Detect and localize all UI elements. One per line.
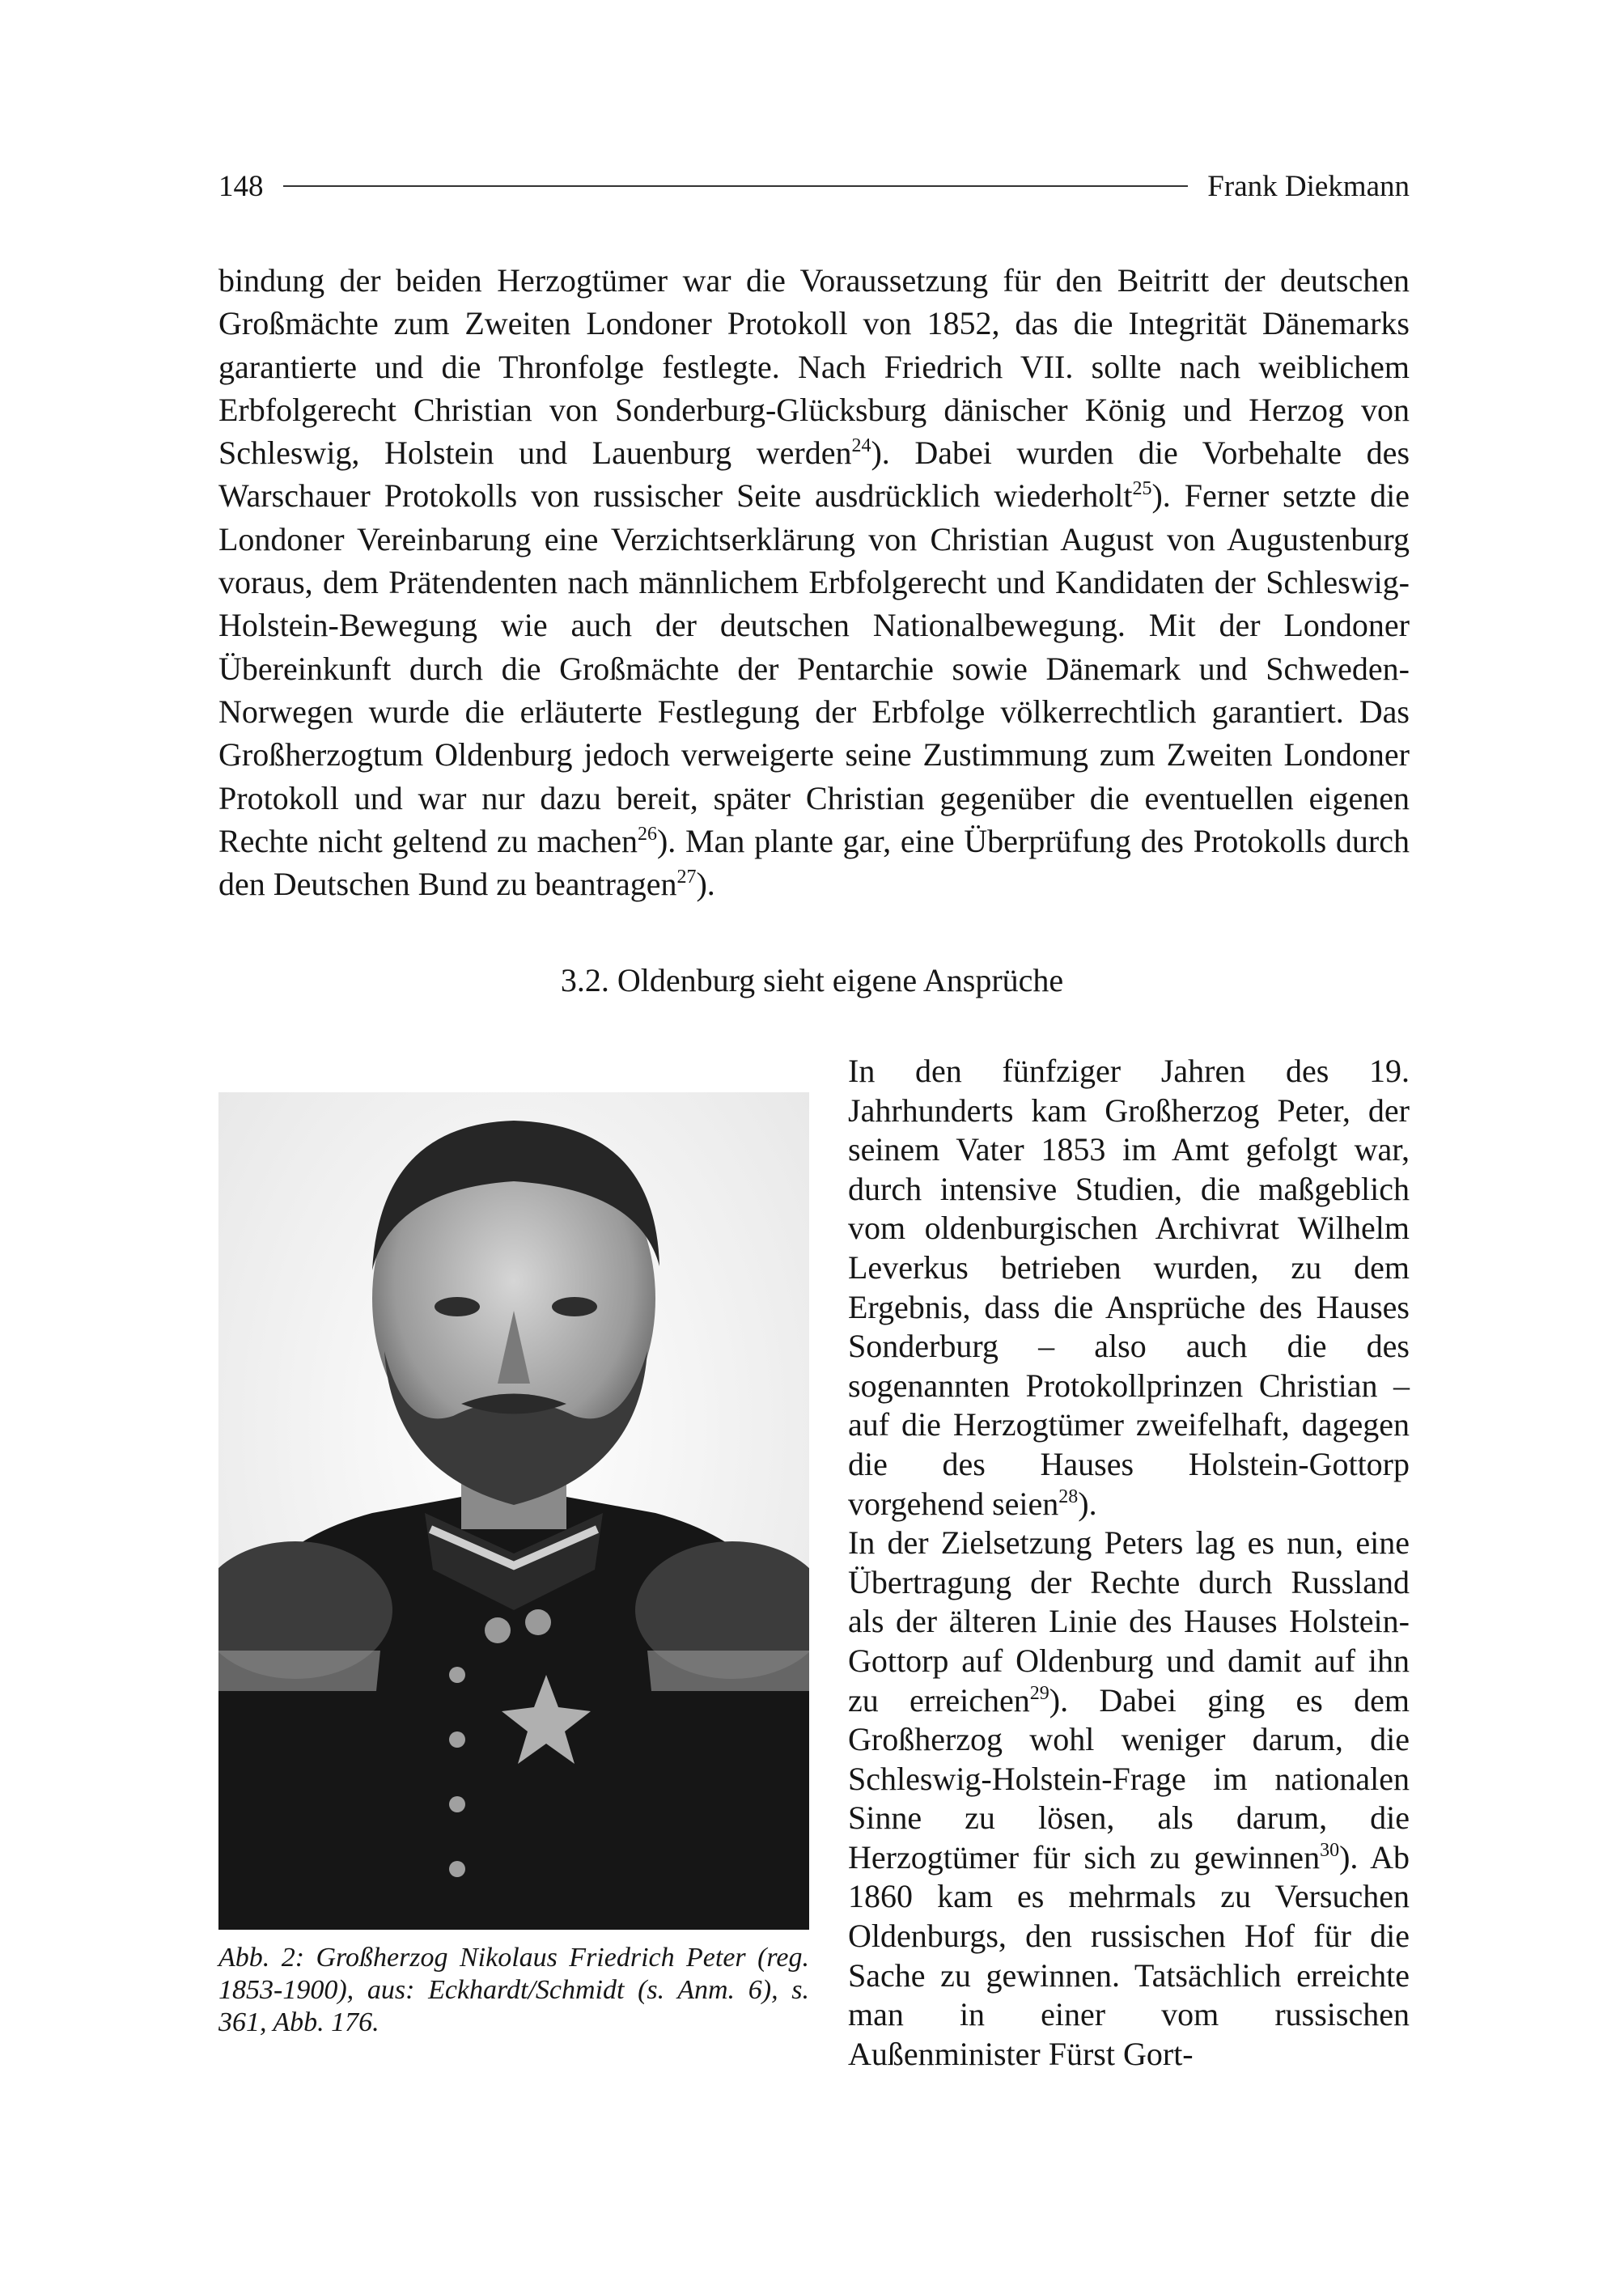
text-segment: ).	[696, 866, 715, 903]
text-segment: ). Dabei wurden die Vorbehalte des Warschauer Protokolls von russischer Seite ausdrücklich wiederholt	[218, 434, 1410, 515]
text-segment: ). Man plante gar, eine Überprüfung des Protokolls durch den Deutschen Bund zu beantragen	[218, 822, 1410, 903]
column-paragraph	[848, 1052, 1410, 1524]
text-segment: ).	[1078, 1485, 1097, 1522]
text-segment: ). Ab 1860 kam es mehrmals zu Versuchen Oldenburgs, den russischen Hof für die Sache zu gewinnen. Tatsächlich erreichte man in einer vom russischen Außenminister Fürst Gort-	[848, 1838, 1410, 2072]
footnote-ref-29: 29	[1029, 1682, 1049, 1704]
portrait-photo	[218, 1092, 809, 1930]
main-paragraph	[218, 259, 1410, 905]
column-text	[848, 1052, 1410, 2074]
text-segment: In den fünfziger Jahren des 19. Jahrhunderts kam Großherzog Peter, der seinem Vater 1853 im Amt gefolgt war, durch intensive Studien, die maßgeblich vom oldenburgischen Archivrat Wilhelm Leverkus betrieben wurden, zu dem Ergebnis, dass die Ansprüche des Hauses Sonderburg – also auch die des sogenannten Protokollprinzen Christian – auf die Herzogtümer zweifelhaft, dagegen die des Hauses Holstein-Gottorp vorgehend seien	[848, 1053, 1410, 1522]
footnote-ref-27: 27	[676, 867, 697, 888]
footnote-ref-26: 26	[637, 823, 657, 845]
footnote-ref-25: 25	[1132, 478, 1152, 500]
page-number: 148	[218, 169, 264, 203]
text-segment: ). Ferner setzte die Londoner Vereinbarung eine Verzichtserklärung von Christian August von Augustenburg voraus, dem Prätendenten nach männlichem Erbfolgerecht und Kandidaten der Schleswig-Holstein-Bewegung wie auch der deutschen Nationalbewegung. Mit der Londoner Übereinkunft durch die Großmächte der Pentarchie sowie Dänemark und Schweden-Norwegen wurde die erläuterte Festlegung der Erbfolge völkerrechtlich garantiert. Das Großherzogtum Oldenburg jedoch verweigerte seine Zustimmung zum Zweiten Londoner Protokoll und war nur dazu bereit, später Christian gegenüber die eventuellen eigenen Rechte nicht geltend zu machen	[218, 477, 1410, 859]
running-header	[218, 162, 1410, 210]
running-author: Frank Diekmann	[1207, 169, 1410, 203]
text-segment: In der Zielsetzung Peters lag es nun, eine Übertragung der Rechte durch Russland als der älteren Linie des Hauses Holstein-Gottorp auf Oldenburg und damit auf ihn zu erreichen	[848, 1524, 1410, 1719]
footnote-ref-30: 30	[1320, 1839, 1340, 1861]
header-rule	[283, 185, 1189, 187]
portrait-illustration	[218, 1092, 809, 1930]
footnote-ref-24: 24	[851, 435, 871, 457]
footnote-ref-28: 28	[1058, 1486, 1079, 1507]
figure-caption: Abb. 2: Großherzog Nikolaus Friedrich Peter (reg. 1853-1900), aus: Eckhardt/Schmidt (s. Anm. 6), s. 361, Abb. 176.	[218, 1943, 809, 2037]
text-segment: bindung der beiden Herzogtümer war die Voraussetzung für den Beitritt der deutschen Großmächte zum Zweiten Londoner Protokoll von 1852, das die Integrität Dänemarks garantierte und die Thronfolge festlegte. Nach Friedrich VII. sollte nach weiblichem Erbfolgerecht Christian von Sonderburg-Glücksburg dänischer König und Herzog von Schleswig, Holstein und Lauenburg werden	[218, 262, 1410, 472]
text-segment: ). Dabei ging es dem Großherzog wohl weniger darum, die Schleswig-Holstein-Frage im nationalen Sinne zu lösen, als darum, die Herzogtümer für sich zu gewinnen	[848, 1681, 1410, 1876]
section-heading: 3.2. Oldenburg sieht eigene Ansprüche	[560, 962, 1064, 998]
column-paragraph	[848, 1524, 1410, 2074]
